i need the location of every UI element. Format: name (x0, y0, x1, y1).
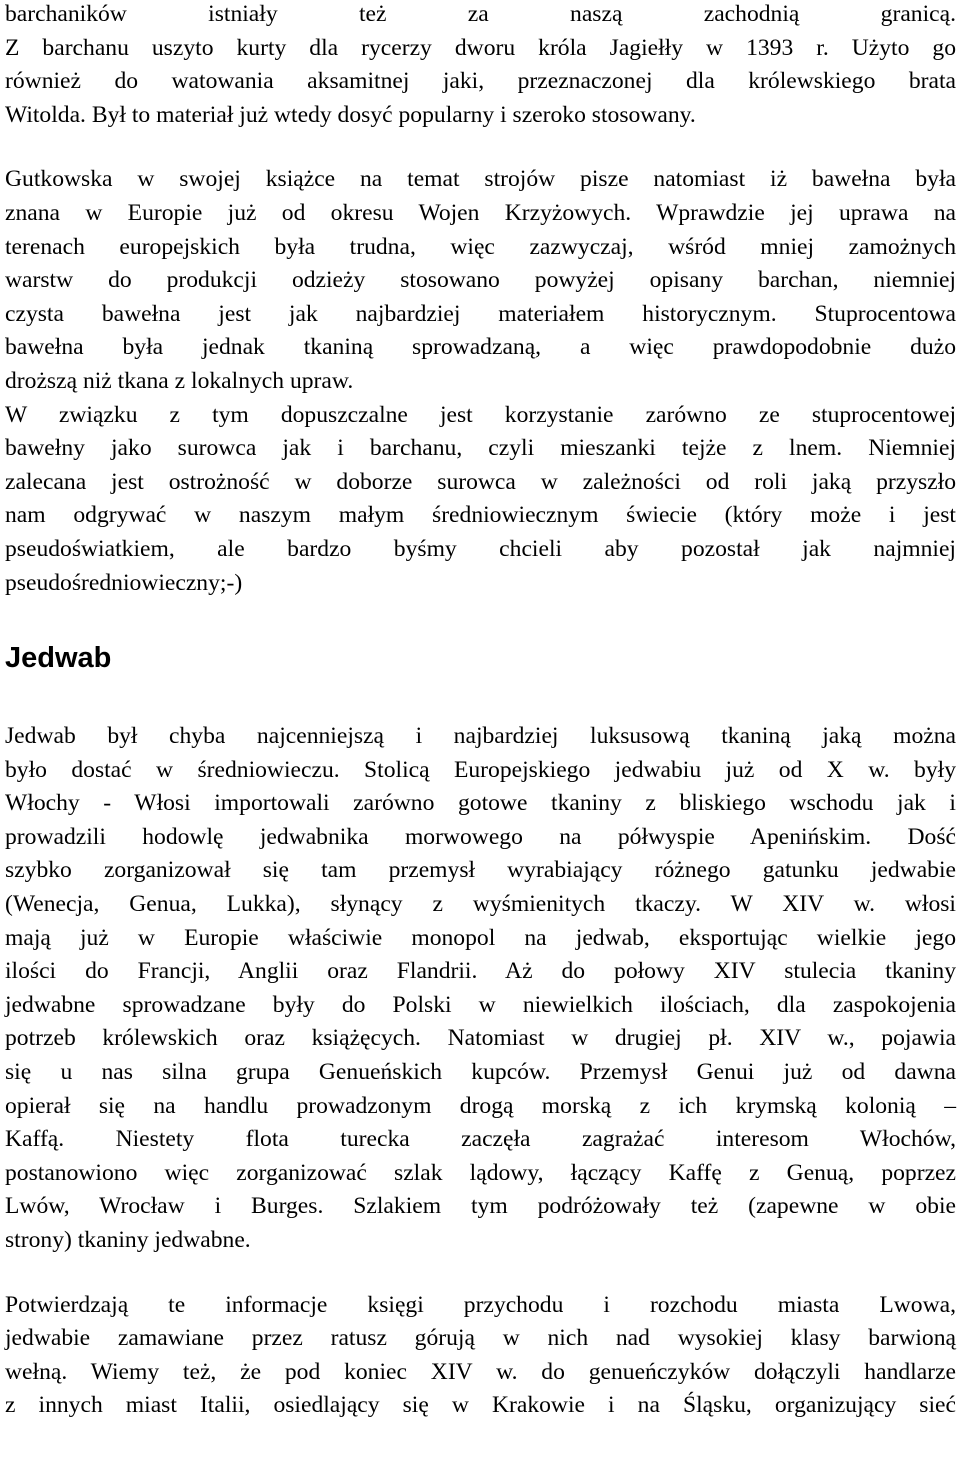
text-line: bawełna była jednak tkaniną sprowadzaną, a więc prawdopodobnie dużo (5, 334, 956, 361)
text-line: warstw do produkcji odzieży stosowano powyżej opisany barchan, niemniej (5, 267, 956, 294)
text-line: Potwierdzają te informacje księgi przychodu i rozchodu miasta Lwowa, (5, 1291, 956, 1318)
text-line: jedwabie zamawiane przez ratusz górują w nich nad wysokiej klasy barwioną (5, 1325, 956, 1352)
text-line: nam odgrywać w naszym małym średniowiecznym świecie (który może i jest (5, 502, 956, 529)
text-line: Gutkowska w swojej książce na temat strojów pisze natomiast iż bawełna była (5, 166, 956, 193)
text-line: opierał się na handlu prowadzonym drogą morską z ich krymską kolonią – (5, 1092, 956, 1119)
text-line: bawełny jako surowca jak i barchanu, czyli mieszanki tejże z lnem. Niemniej (5, 435, 956, 462)
text-line: pseudoświatkiem, ale bardzo byśmy chcieli aby pozostał jak najmniej (5, 535, 956, 562)
text-line: czysta bawełna jest jak najbardziej materiałem historycznym. Stuprocentowa (5, 300, 956, 327)
text-line: pseudośredniowieczny;-) (5, 569, 243, 596)
text-line: Jedwab był chyba najcenniejszą i najbardziej luksusową tkaniną jaką można (5, 723, 956, 750)
text-line: postanowiono więc zorganizować szlak lądowy, łączący Kaffę z Genuą, poprzez (5, 1159, 956, 1186)
text-line: wełną. Wiemy też, że pod koniec XIV w. do genueńczyków dołączyli handlarze (5, 1358, 956, 1385)
text-line: szybko zorganizował się tam przemysł wyrabiający różnego gatunku jedwabie (5, 857, 956, 884)
text-line: W związku z tym dopuszczalne jest korzystanie zarówno ze stuprocentowej (5, 401, 956, 428)
text-line: z innych miast Italii, osiedlający się w Krakowie i na Śląsku, organizujący sieć (5, 1392, 956, 1419)
silk-paragraph (5, 720, 956, 1258)
text-line: Włochy - Włosi importowali zarówno gotowe tkaniny z bliskiego wschodu jak i (5, 790, 956, 817)
text-line: się u nas silna grupa Genueńskich kupców. Przemysł Genui już od dawna (5, 1059, 956, 1086)
lwow-paragraph (5, 1289, 956, 1423)
text-line: było dostać w średniowieczu. Stolicą Europejskiego jedwabiu już od X w. były (5, 756, 956, 783)
text-line: znana w Europie już od okresu Wojen Krzyżowych. Wprawdzie jej uprawa na (5, 199, 956, 226)
text-line: barchaników istniały też za naszą zachodnią granicą. (5, 1, 956, 27)
text-line: Kaffą. Niestety flota turecka zaczęła zagrażać interesom Włochów, (5, 1126, 956, 1153)
text-line: prowadzili hodowlę jedwabnika morwowego na półwyspie Apenińskim. Dość (5, 823, 956, 850)
text-line: ilości do Francji, Anglii oraz Flandrii. Aż do połowy XIV stulecia tkaniny (5, 958, 956, 985)
text-line: Witolda. Był to materiał już wtedy dosyć popularny i szeroko stosowany. (5, 101, 696, 128)
text-line: potrzeb królewskich oraz książęcych. Natomiast w drugiej pł. XIV w., pojawia (5, 1025, 956, 1052)
text-line: Lwów, Wrocław i Burges. Szlakiem tym podróżowały też (zapewne w obie (5, 1193, 956, 1220)
text-line: mają już w Europie właściwie monopol na jedwab, eksportując wielkie jego (5, 924, 956, 951)
intro-paragraph (5, 0, 956, 132)
section-heading: Jedwab (5, 642, 112, 675)
text-line: zalecana jest ostrożność w doborze surowca w zależności od roli jaką przyszło (5, 468, 956, 495)
text-line: Z barchanu uszyto kurty dla rycerzy dworu króla Jagiełły w 1393 r. Użyto go (5, 34, 956, 61)
cotton-paragraph (5, 163, 956, 600)
paragraph-gap (5, 1258, 956, 1289)
paragraph-gap (5, 132, 956, 163)
text-line: droższą niż tkana z lokalnych upraw. (5, 367, 354, 394)
text-line: (Wenecja, Genua, Lukka), słynący z wyśmienitych tkaczy. W XIV w. włosi (5, 891, 956, 918)
text-line: terenach europejskich była trudna, więc zazwyczaj, wśród mniej zamożnych (5, 233, 956, 260)
text-line: strony) tkaniny jedwabne. (5, 1227, 251, 1253)
text-line: jedwabne sprowadzane były do Polski w niewielkich ilościach, dla zaspokojenia (5, 991, 956, 1018)
text-line: również do watowania aksamitnej jaki, przeznaczonej dla królewskiego brata (5, 68, 956, 95)
